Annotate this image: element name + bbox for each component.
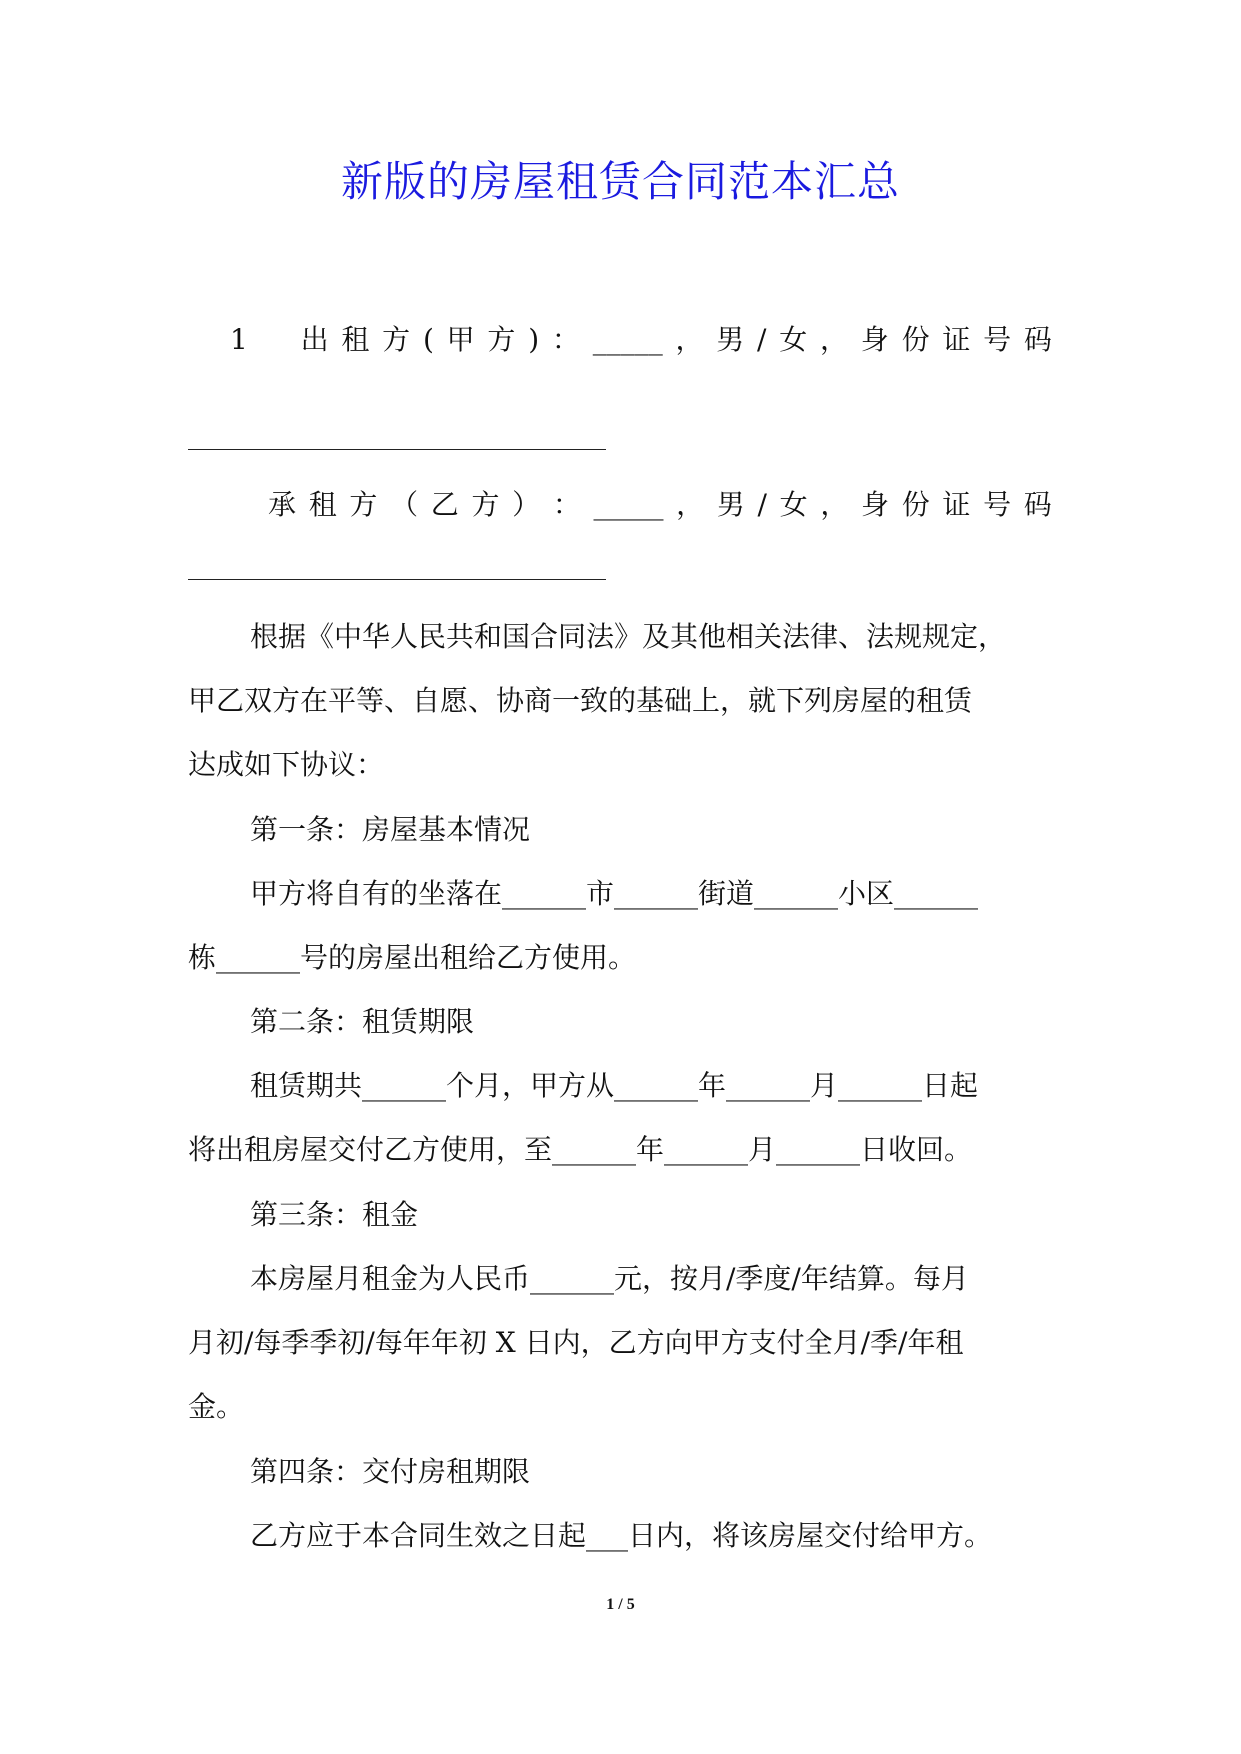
party-b-char: ， xyxy=(676,488,705,521)
party-a-char: 男 xyxy=(716,323,745,356)
article-heading: 第四条：交付房租期限 xyxy=(250,1455,531,1488)
party-b-char: 男 xyxy=(716,488,745,521)
party-a-line xyxy=(230,320,1052,360)
article-body-line: 甲方将自有的坐落在______市______街道______小区______ xyxy=(250,877,979,910)
party-b-char: 证 xyxy=(942,488,971,521)
intro-line: 根据《中华人民共和国合同法》及其他相关法律、法规规定， xyxy=(250,620,1007,653)
party-b-char: 女 xyxy=(779,488,808,521)
party-b-char: 方 xyxy=(471,488,500,521)
party-a-id-blank xyxy=(188,449,606,450)
party-b-line xyxy=(268,485,1052,525)
party-b-char: ） xyxy=(512,488,541,521)
party-a-char: / xyxy=(757,323,767,356)
article-body-line: 乙方应于本合同生效之日起___日内，将该房屋交付给甲方。 xyxy=(250,1519,993,1552)
party-b-char: ， xyxy=(820,488,849,521)
party-b-char: （ xyxy=(390,488,419,521)
party-a-char: 方 xyxy=(487,323,516,356)
party-b-char: ： xyxy=(552,488,581,521)
article-body-line: 本房屋月租金为人民币______元，按月/季度/年结算。每月 xyxy=(250,1262,969,1295)
party-a-char: 证 xyxy=(942,323,971,356)
party-b-char: 方 xyxy=(349,488,378,521)
article-heading: 第二条：租赁期限 xyxy=(250,1005,475,1038)
page-indicator: 1 / 5 xyxy=(606,1596,635,1613)
party-b-char: 号 xyxy=(983,488,1012,521)
party-b-name-blank: _____ xyxy=(593,488,664,521)
party-a-char: 租 xyxy=(341,323,370,356)
party-a-char: 女 xyxy=(779,323,808,356)
party-a-char: ) xyxy=(528,323,540,356)
party-a-char: 号 xyxy=(983,323,1012,356)
article-body-line: 将出租房屋交付乙方使用，至______年______月______日收回。 xyxy=(188,1133,973,1166)
party-b-id-blank xyxy=(188,579,606,580)
intro-line: 甲乙双方在平等、自愿、协商一致的基础上，就下列房屋的租赁 xyxy=(188,684,973,717)
party-b-char: 份 xyxy=(901,488,930,521)
article-body-line: 月初/每季季初/每年年初 X 日内，乙方向甲方支付全月/季/年租 xyxy=(188,1326,964,1359)
article-heading: 第一条：房屋基本情况 xyxy=(250,813,531,846)
party-a-char: 出 xyxy=(300,323,329,356)
party-b-char: 身 xyxy=(861,488,890,521)
party-a-char: ： xyxy=(551,323,580,356)
article-body-line: 栋______号的房屋出租给乙方使用。 xyxy=(188,941,637,974)
party-a-char: 身 xyxy=(860,323,889,356)
party-a-name-blank: _____ xyxy=(592,323,663,356)
party-b-char: 码 xyxy=(1023,488,1052,521)
document-title: 新版的房屋租赁合同范本汇总 xyxy=(340,157,900,206)
party-a-char: 甲 xyxy=(446,323,475,356)
party-b-char: 承 xyxy=(268,488,297,521)
article-heading: 第三条：租金 xyxy=(250,1198,419,1231)
intro-line: 达成如下协议： xyxy=(188,748,385,781)
party-a-char: 份 xyxy=(901,323,930,356)
party-a-char: ， xyxy=(820,323,849,356)
party-b-char: 乙 xyxy=(430,488,459,521)
party-a-number: 1 xyxy=(230,323,248,356)
party-b-char: / xyxy=(757,488,767,521)
article-body-line: 租赁期共______个月，甲方从______年______月______日起 xyxy=(250,1069,979,1102)
party-a-char: ( xyxy=(422,323,434,356)
article-body-line: 金。 xyxy=(188,1390,245,1423)
party-a-char: 方 xyxy=(382,323,411,356)
party-b-char: 租 xyxy=(308,488,337,521)
party-a-char: 码 xyxy=(1023,323,1052,356)
party-a-char: ， xyxy=(675,323,704,356)
